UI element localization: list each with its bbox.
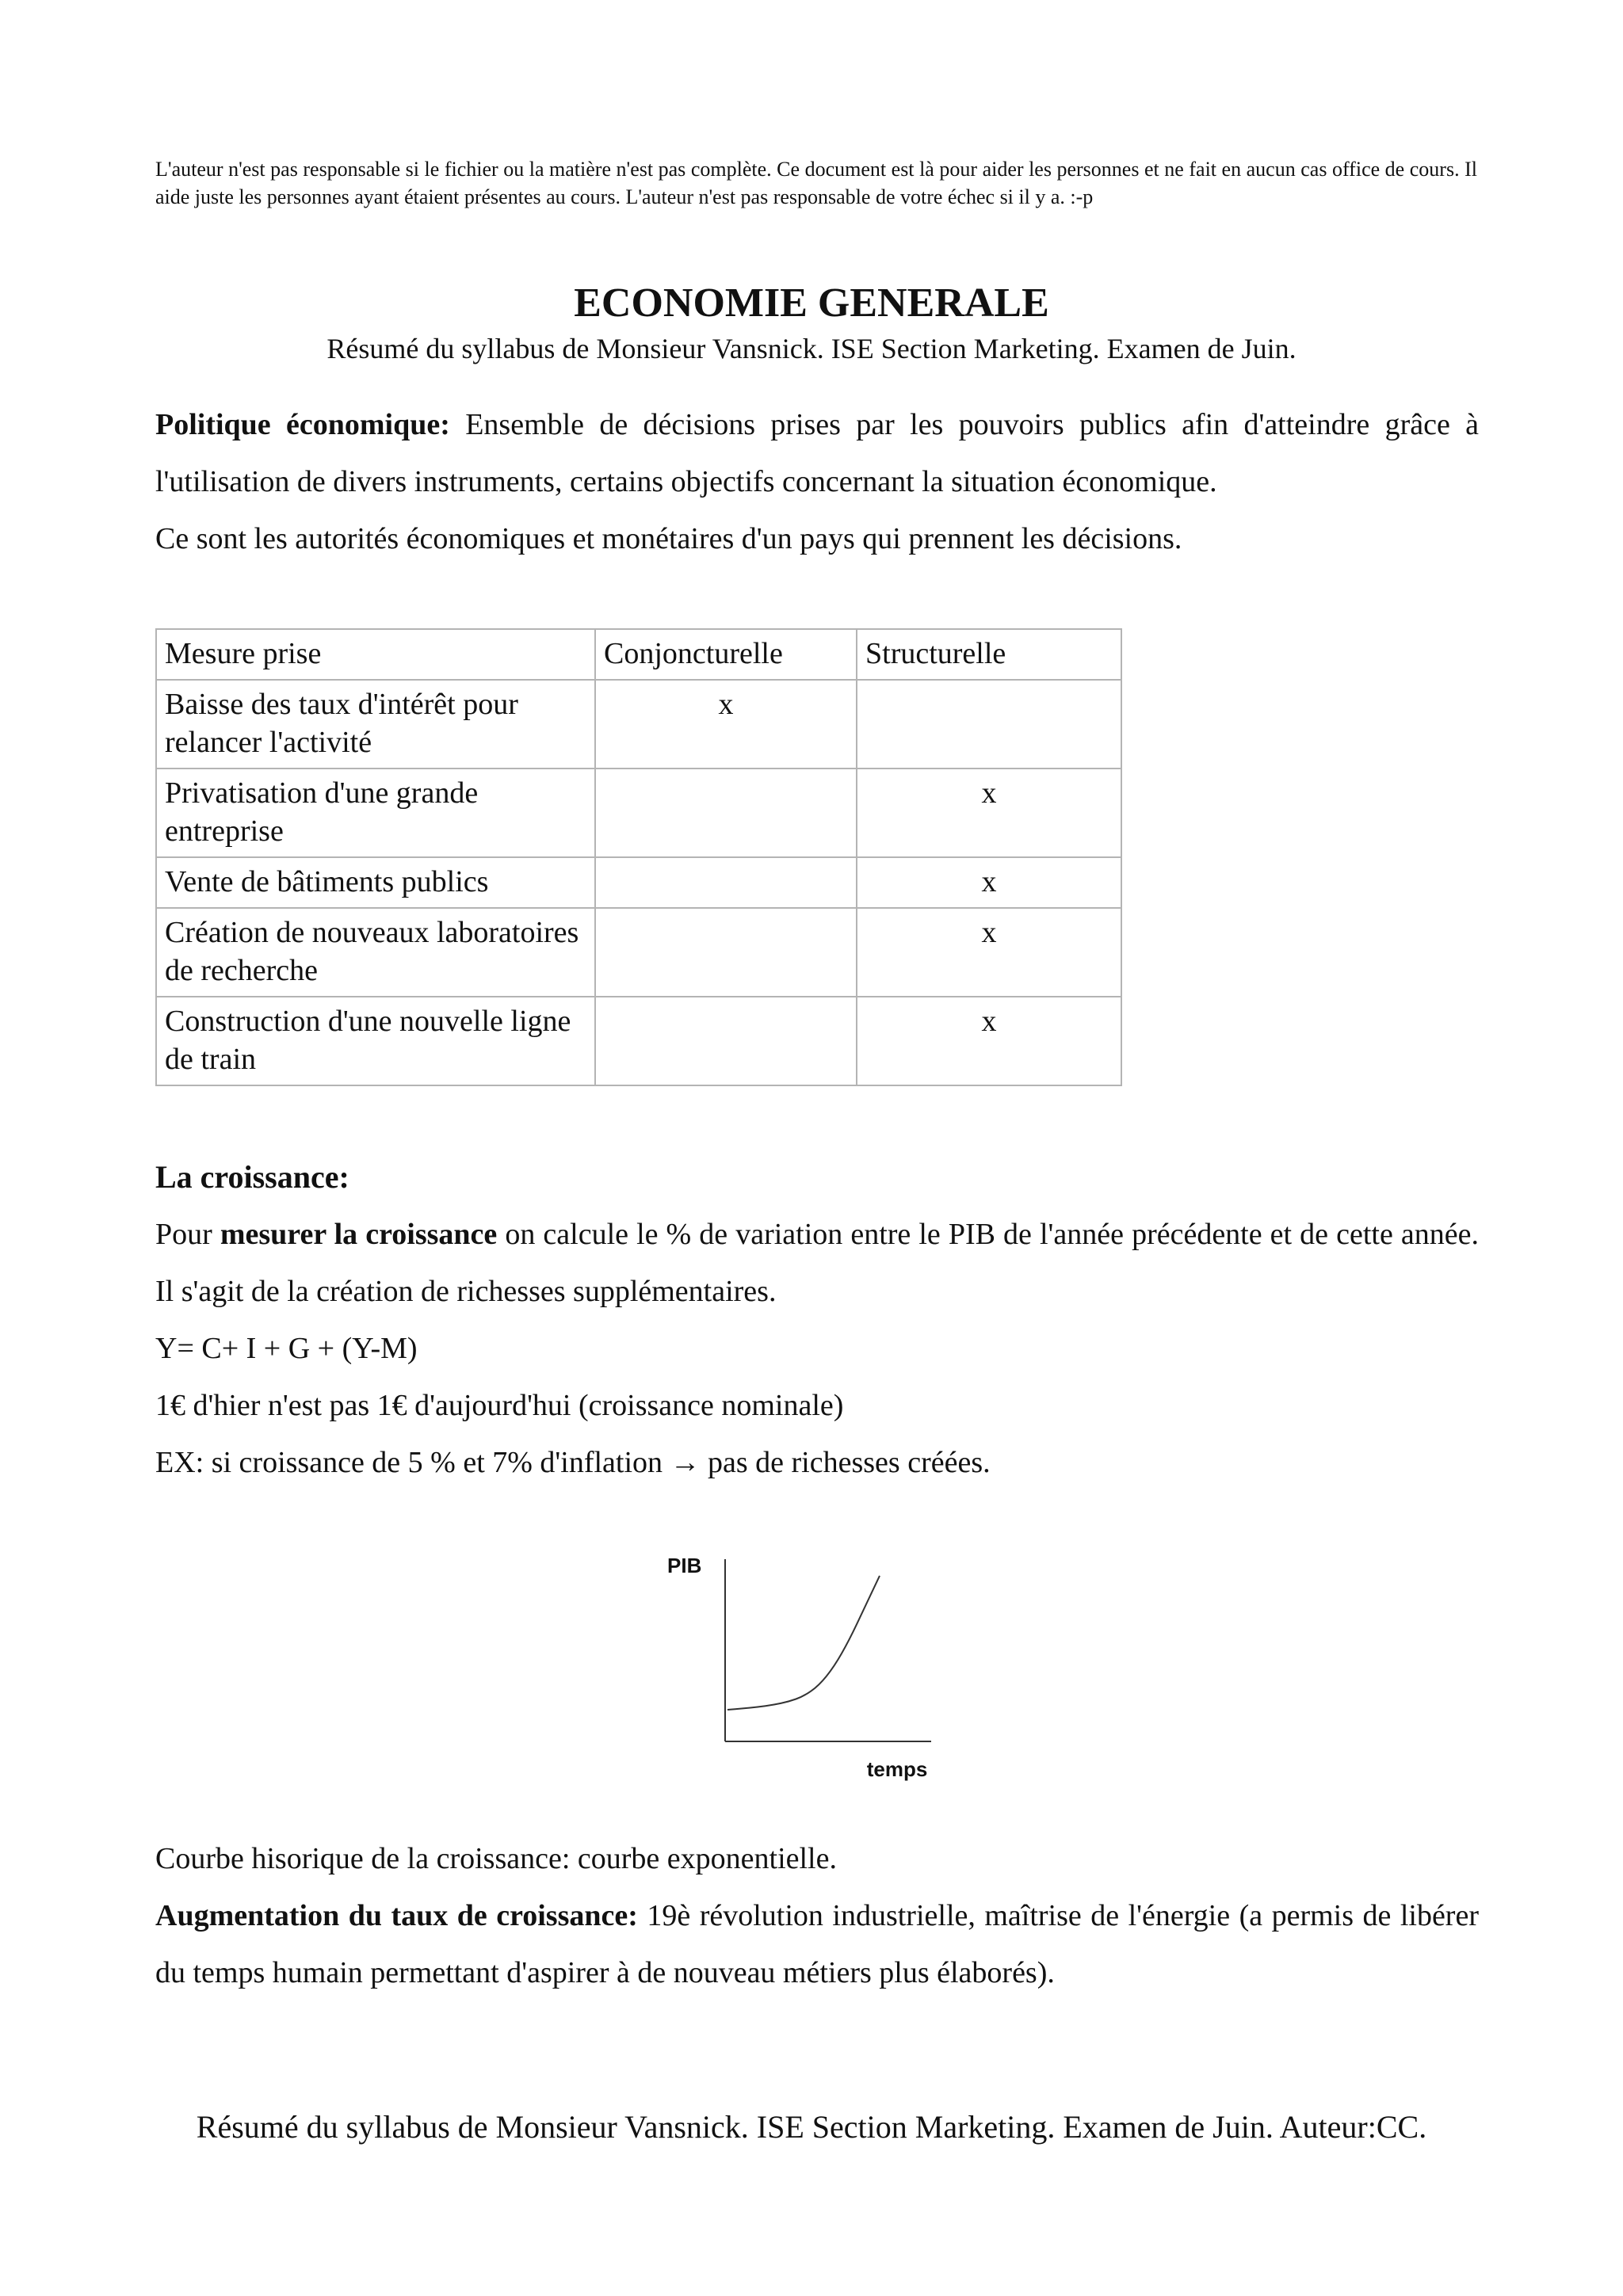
- structurelle-cell: [857, 680, 1121, 769]
- conjoncturelle-cell: x: [595, 680, 857, 769]
- chart-series-line: [727, 1576, 880, 1710]
- table-row: [156, 908, 1121, 997]
- conjoncturelle-cell: [595, 769, 857, 857]
- header-mesure: Mesure prise: [156, 629, 595, 680]
- curve-note: Courbe hisorique de la croissance: courbe exponentielle.: [155, 1842, 837, 1875]
- politique-definition-text: Ensemble de décisions prises par les pouvoirs publics afin d'atteindre grâce à l'utilisation de divers instruments, certains objectifs concernant la situation économique.: [155, 408, 1480, 498]
- measure-cell: Construction d'une nouvelle ligne de train: [156, 997, 595, 1085]
- chart-ylabel: PIB: [667, 1554, 702, 1577]
- chart-xlabel: temps: [866, 1757, 928, 1781]
- table-row: [156, 769, 1121, 857]
- header-structurelle: Structurelle: [857, 629, 1121, 680]
- measures-table: [155, 628, 1122, 1086]
- croissance-formula: Y= C+ I + G + (Y-M): [155, 1332, 418, 1365]
- croissance-p1-post: on calcule le % de variation entre le PIB de l'année précédente et de cette année. Il s'agit de la création de richesses supplémentaires.: [155, 1218, 1479, 1308]
- table-row: [156, 997, 1121, 1085]
- structurelle-cell: x: [857, 857, 1121, 908]
- politique-definition: [155, 396, 1479, 510]
- conjoncturelle-cell: [595, 908, 857, 997]
- measure-cell: Vente de bâtiments publics: [156, 857, 595, 908]
- croissance-heading: La croissance:: [155, 1159, 349, 1195]
- after-chart-section: [155, 1830, 1479, 2001]
- page-subtitle: Résumé du syllabus de Monsieur Vansnick. ISE Section Marketing. Examen de Juin.: [327, 333, 1296, 364]
- disclaimer: L'auteur n'est pas responsable si le fichier ou la matière n'est pas complète. Ce document est là pour aider les personnes et ne fait en aucun cas office de cours. Il aide juste les personnes ayant étaient présentes au cours. L'auteur n'est pas responsable de votre échec si il y a. :-p: [155, 158, 1477, 208]
- taux-paragraph: [155, 1887, 1479, 2001]
- taux-term: Augmentation du taux de croissance:: [155, 1899, 638, 1932]
- measure-cell: Création de nouveaux laboratoires de recherche: [156, 908, 595, 997]
- page-footer: Résumé du syllabus de Monsieur Vansnick. ISE Section Marketing. Examen de Juin. Auteur:CC.: [196, 2109, 1427, 2145]
- structurelle-cell: x: [857, 997, 1121, 1085]
- header-conjoncturelle: Conjoncturelle: [595, 629, 857, 680]
- measure-cell: Baisse des taux d'intérêt pour relancer l'activité: [156, 680, 595, 769]
- croissance-p1-pre: Pour: [155, 1218, 220, 1251]
- politique-term: Politique économique:: [155, 408, 450, 441]
- politique-line2: Ce sont les autorités économiques et monétaires d'un pays qui prennent les décisions.: [155, 522, 1182, 555]
- croissance-section: [155, 1149, 1479, 1491]
- politique-section: [155, 396, 1479, 567]
- croissance-nominal: 1€ d'hier n'est pas 1€ d'aujourd'hui (croissance nominale): [155, 1389, 844, 1422]
- pib-chart: [650, 1545, 983, 1798]
- taux-text: 19è révolution industrielle, maîtrise de l'énergie (a permis de libérer du temps humain permettant d'aspirer à de nouveau métiers plus élaborés).: [155, 1899, 1479, 1989]
- croissance-paragraph: [155, 1206, 1479, 1320]
- measure-cell: Privatisation d'une grande entreprise: [156, 769, 595, 857]
- table-header-row: [156, 629, 1121, 680]
- conjoncturelle-cell: [595, 997, 857, 1085]
- croissance-p1-bold: mesurer la croissance: [220, 1218, 498, 1251]
- structurelle-cell: x: [857, 908, 1121, 997]
- structurelle-cell: x: [857, 769, 1121, 857]
- croissance-example: EX: si croissance de 5 % et 7% d'inflation → pas de richesses créées.: [155, 1446, 991, 1479]
- table-row: [156, 857, 1121, 908]
- conjoncturelle-cell: [595, 857, 857, 908]
- table-row: [156, 680, 1121, 769]
- page-title: ECONOMIE GENERALE: [574, 280, 1049, 326]
